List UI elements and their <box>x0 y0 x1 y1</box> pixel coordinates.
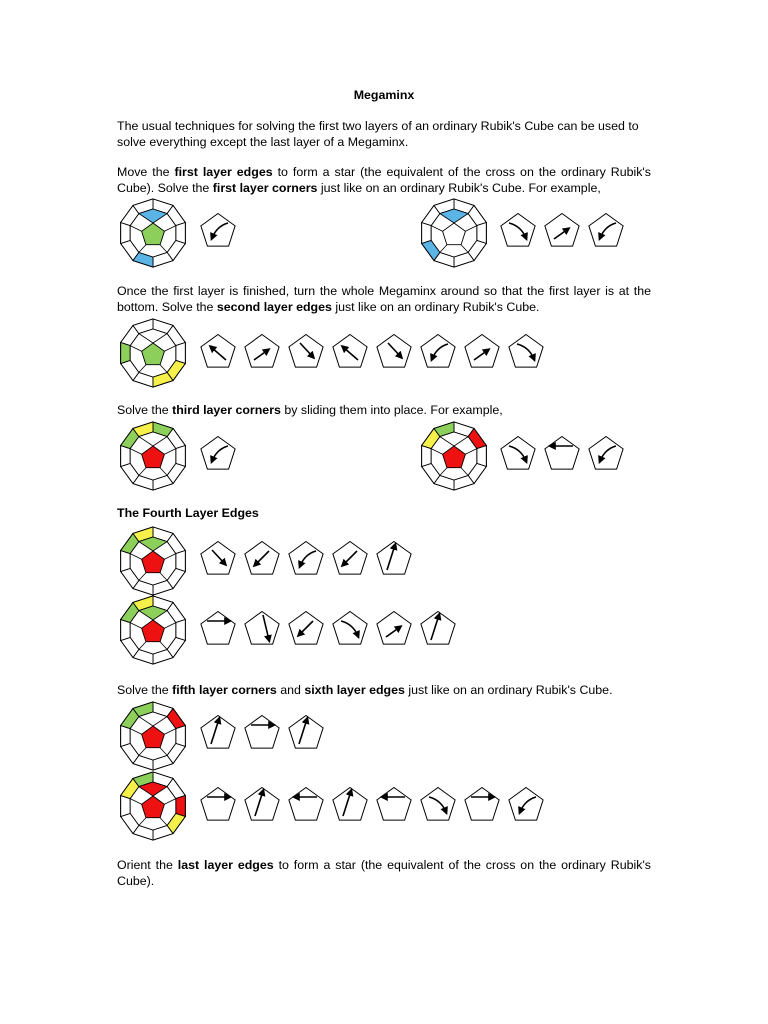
pentagon-arrow-icon <box>243 713 281 751</box>
move-sequence <box>199 785 545 823</box>
pentagon-arrow-icon <box>499 211 537 249</box>
move-sequence <box>499 434 625 472</box>
move-sequence <box>199 713 325 751</box>
pentagon-arrow-icon <box>243 539 281 577</box>
pentagon-arrow-icon <box>331 539 369 577</box>
move-sequence <box>199 539 413 577</box>
pentagon-arrow-icon <box>199 713 237 751</box>
intro-paragraph: The usual techniques for solving the first two layers of an ordinary Rubik's Cube can be used to solve everything except the last layer of a Megaminx. <box>117 119 639 149</box>
pentagon-arrow-icon <box>463 332 501 370</box>
pentagon-arrow-icon <box>287 609 325 647</box>
megaminx-diagram-icon <box>117 317 189 389</box>
megaminx-diagram-icon <box>117 197 189 269</box>
page-title: Megaminx <box>353 88 415 102</box>
paragraph-first-layer: Move the first layer edges to form a star (the equivalent of the cross on the ordinary Rubik's Cube). Solve the first layer corners just like on an ordinary Rubik's Cube. For example, <box>117 165 651 195</box>
pentagon-arrow-icon <box>507 332 545 370</box>
pentagon-arrow-icon <box>375 539 413 577</box>
megaminx-diagram-icon <box>117 770 189 842</box>
megaminx-diagram-icon <box>418 420 490 492</box>
pentagon-arrow-icon <box>507 785 545 823</box>
pentagon-arrow-icon <box>419 785 457 823</box>
paragraph-second-layer: Once the first layer is finished, turn the whole Megaminx around so that the first layer is at the bottom. Solve the second layer edges just like on an ordinary Rubik's Cube. <box>117 284 651 314</box>
move-sequence <box>199 332 545 370</box>
pentagon-arrow-icon <box>543 211 581 249</box>
pentagon-arrow-icon <box>199 434 237 472</box>
pentagon-arrow-icon <box>419 609 457 647</box>
pentagon-arrow-icon <box>543 434 581 472</box>
pentagon-arrow-icon <box>375 609 413 647</box>
pentagon-arrow-icon <box>243 332 281 370</box>
move-sequence <box>199 434 237 472</box>
pentagon-arrow-icon <box>287 713 325 751</box>
move-sequence <box>199 609 457 647</box>
megaminx-diagram-icon <box>117 525 189 597</box>
pentagon-arrow-icon <box>199 785 237 823</box>
megaminx-diagram-icon <box>117 594 189 666</box>
pentagon-arrow-icon <box>199 332 237 370</box>
pentagon-arrow-icon <box>331 785 369 823</box>
pentagon-arrow-icon <box>199 211 237 249</box>
megaminx-diagram-icon <box>418 197 490 269</box>
pentagon-arrow-icon <box>199 539 237 577</box>
section-heading-fourth-layer: The Fourth Layer Edges <box>117 506 259 520</box>
pentagon-arrow-icon <box>587 434 625 472</box>
pentagon-arrow-icon <box>419 332 457 370</box>
pentagon-arrow-icon <box>199 609 237 647</box>
paragraph-fifth-sixth-layer: Solve the fifth layer corners and sixth layer edges just like on an ordinary Rubik's Cube. <box>117 683 613 697</box>
pentagon-arrow-icon <box>287 539 325 577</box>
pentagon-arrow-icon <box>375 332 413 370</box>
paragraph-third-layer: Solve the third layer corners by sliding them into place. For example, <box>117 403 503 417</box>
pentagon-arrow-icon <box>587 211 625 249</box>
pentagon-arrow-icon <box>331 609 369 647</box>
megaminx-diagram-icon <box>117 420 189 492</box>
pentagon-arrow-icon <box>243 785 281 823</box>
megaminx-diagram-icon <box>117 700 189 772</box>
pentagon-arrow-icon <box>331 332 369 370</box>
pentagon-arrow-icon <box>463 785 501 823</box>
pentagon-arrow-icon <box>243 609 281 647</box>
pentagon-arrow-icon <box>287 785 325 823</box>
move-sequence <box>499 211 625 249</box>
pentagon-arrow-icon <box>287 332 325 370</box>
pentagon-arrow-icon <box>375 785 413 823</box>
paragraph-last-layer: Orient the last layer edges to form a star (the equivalent of the cross on the ordinary Rubik's Cube). <box>117 858 652 888</box>
move-sequence <box>199 211 237 249</box>
pentagon-arrow-icon <box>499 434 537 472</box>
